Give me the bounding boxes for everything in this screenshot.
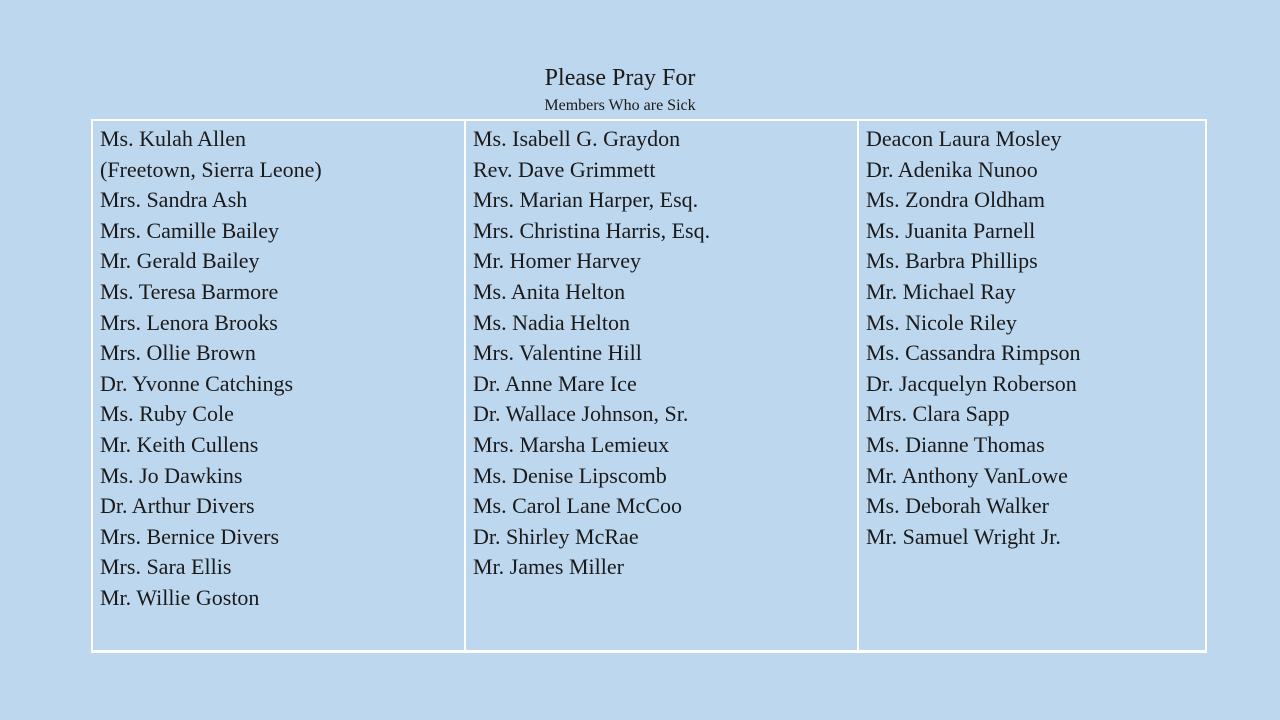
member-name: Mr. Anthony VanLowe: [866, 462, 1068, 488]
member-name: Mrs. Bernice Divers: [100, 523, 280, 549]
member-name: Mrs. Marian Harper, Esq.: [473, 187, 699, 213]
member-name: Ms. Juanita Parnell: [866, 217, 1036, 243]
member-name: Mrs. Ollie Brown: [100, 340, 256, 366]
member-name: Dr. Yvonne Catchings: [100, 370, 294, 396]
member-name: Ms. Jo Dawkins: [100, 462, 243, 488]
member-name: Ms. Deborah Walker: [866, 493, 1049, 519]
page-title: Please Pray For: [544, 65, 696, 91]
member-name: Dr. Shirley McRae: [473, 523, 639, 549]
member-name: Ms. Dianne Thomas: [866, 431, 1045, 457]
member-name: Dr. Anne Mare Ice: [473, 370, 637, 396]
member-name: Ms. Cassandra Rimpson: [866, 340, 1081, 366]
member-name: Ms. Zondra Oldham: [866, 187, 1046, 213]
member-name: Rev. Dave Grimmett: [473, 156, 656, 182]
member-name: Mrs. Marsha Lemieux: [473, 431, 670, 457]
member-name: Mrs. Sandra Ash: [100, 187, 248, 213]
member-name: Ms. Ruby Cole: [100, 401, 234, 427]
names-column-3: [859, 121, 1205, 650]
names-table: [91, 119, 1207, 653]
member-name: Mr. Willie Goston: [100, 584, 260, 610]
member-name: Mrs. Sara Ellis: [100, 554, 232, 580]
member-name: Mr. Michael Ray: [866, 278, 1016, 304]
member-name: Ms. Kulah Allen: [100, 126, 247, 151]
member-name: Mrs. Clara Sapp: [866, 401, 1010, 427]
member-name: Mrs. Lenora Brooks: [100, 309, 278, 335]
member-name: Dr. Jacquelyn Roberson: [866, 370, 1077, 396]
member-name: Mrs. Camille Bailey: [100, 217, 280, 243]
member-name: Mr. Samuel Wright Jr.: [866, 523, 1061, 549]
member-name: Mr. Gerald Bailey: [100, 248, 260, 274]
member-name: Mr. James Miller: [473, 554, 624, 580]
names-column-2: [466, 121, 859, 650]
member-name: Dr. Arthur Divers: [100, 493, 255, 519]
member-name: Mrs. Valentine Hill: [473, 340, 642, 366]
member-name: Ms. Denise Lipscomb: [473, 462, 667, 488]
page-subtitle: Members Who are Sick: [544, 97, 696, 114]
member-name: Mr. Homer Harvey: [473, 248, 642, 274]
member-name: Ms. Nadia Helton: [473, 309, 631, 335]
member-name: Deacon Laura Mosley: [866, 126, 1062, 151]
member-name: Ms. Anita Helton: [473, 278, 626, 304]
member-name: Ms. Carol Lane McCoo: [473, 493, 682, 519]
member-name: Ms. Isabell G. Graydon: [473, 126, 681, 151]
member-name: Ms. Barbra Phillips: [866, 248, 1038, 274]
member-name: Mrs. Christina Harris, Esq.: [473, 217, 711, 243]
member-name: Ms. Teresa Barmore: [100, 278, 279, 304]
member-name: Dr. Wallace Johnson, Sr.: [473, 401, 689, 427]
member-name: Ms. Nicole Riley: [866, 309, 1017, 335]
names-column-1: [93, 121, 466, 650]
member-name: Mr. Keith Cullens: [100, 431, 259, 457]
member-name: (Freetown, Sierra Leone): [100, 156, 322, 182]
member-name: Dr. Adenika Nunoo: [866, 156, 1038, 182]
